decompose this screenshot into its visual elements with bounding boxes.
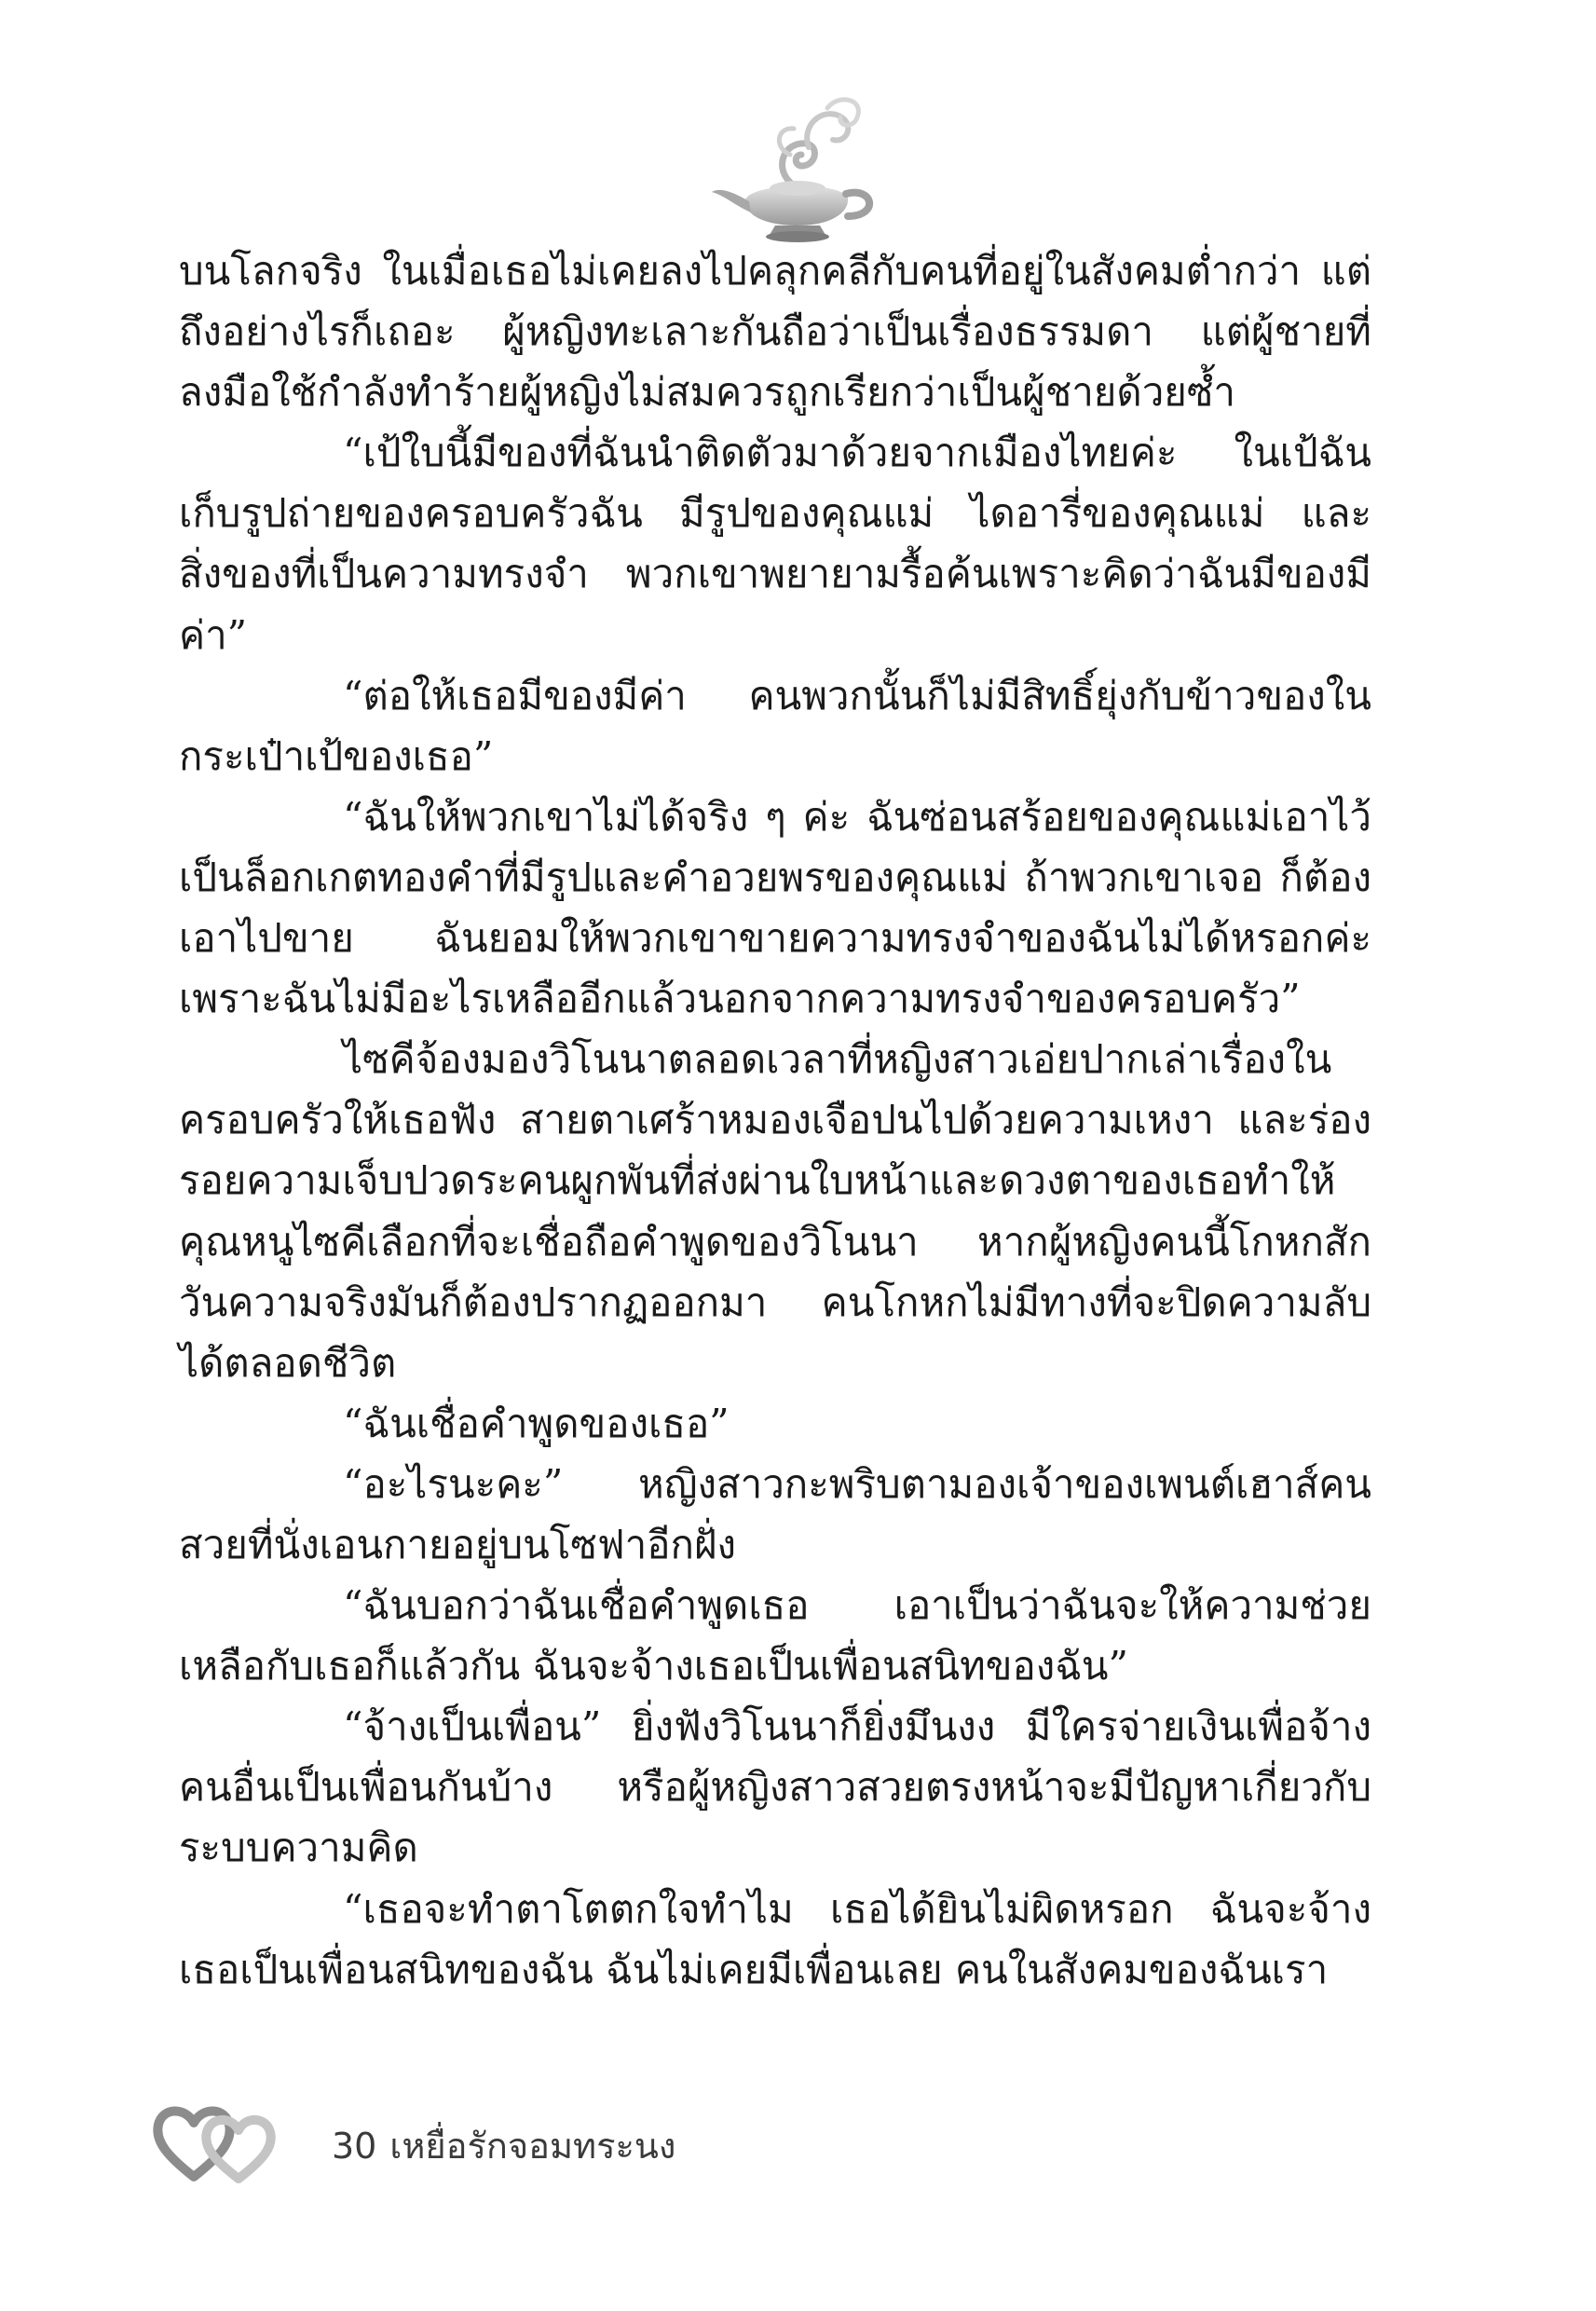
page-footer xyxy=(149,2095,801,2188)
page-number: 30 xyxy=(332,2126,377,2167)
double-heart-icon xyxy=(149,2095,289,2188)
paragraph: “เธอจะทำตาโตตกใจทำไม เธอได้ยินไม่ผิดหรอก ฉันจะจ้างเธอเป็นเพื่อนสนิทของฉัน ฉันไม่เคยมีเพื่อนเลย คนในสังคมของฉันเรา xyxy=(179,1885,1371,1992)
body-text xyxy=(179,240,1371,2000)
paragraph: ไซคีจ้องมองวิโนนาตลอดเวลาที่หญิงสาวเอ่ยปากเล่าเรื่องในครอบครัวให้เธอฟัง สายตาเศร้าหมองเจือปนไปด้วยความเหงา และร่องรอยความเจ็บปวดระคนผูกพันที่ส่งผ่านใบหน้าและดวงตาของเธอทำให้คุณหนูไซคีเลือกที่จะเชื่อถือคำพูดของวิโนนา หากผู้หญิงคนนี้โกหกสักวันความจริงมันก็ต้องปรากฏออกมา คนโกหกไม่มีทางที่จะปิดความลับได้ตลอดชีวิต xyxy=(179,1036,1371,1386)
paragraph: “ฉันให้พวกเขาไม่ได้จริง ๆ ค่ะ ฉันซ่อนสร้อยของคุณแม่เอาไว้เป็นล็อกเกตทองคำที่มีรูปและคำอวยพรของคุณแม่ ถ้าพวกเขาเจอ ก็ต้องเอาไปขาย ฉันยอมให้พวกเขาขายความทรงจำของฉันไม่ได้หรอกค่ะ เพราะฉันไม่มีอะไรเหลืออีกแล้วนอกจากความทรงจำของครอบครัว” xyxy=(179,793,1371,1022)
book-title: เหยื่อรักจอมทระนง xyxy=(389,2126,676,2167)
paragraph: “อะไรนะคะ” หญิงสาวกะพริบตามองเจ้าของเพนต์เฮาส์คนสวยที่นั่งเอนกายอยู่บนโซฟาอีกฝั่ง xyxy=(179,1460,1371,1567)
paragraph: “ฉันบอกว่าฉันเชื่อคำพูดเธอ เอาเป็นว่าฉันจะให้ความช่วยเหลือกับเธอก็แล้วกัน ฉันจะจ้างเธอเป็นเพื่อนสนิทของฉัน” xyxy=(179,1582,1371,1689)
footer-label xyxy=(332,2117,689,2174)
paragraph: “ต่อให้เธอมีของมีค่า คนพวกนั้นก็ไม่มีสิทธิ์ยุ่งกับข้าวของในกระเป๋าเป้ของเธอ” xyxy=(179,672,1371,779)
paragraph: “จ้างเป็นเพื่อน” ยิ่งฟังวิโนนาก็ยิ่งมึนงง มีใครจ่ายเงินเพื่อจ้างคนอื่นเป็นเพื่อนกันบ้าง หรือผู้หญิงสาวสวยตรงหน้าจะมีปัญหาเกี่ยวกับระบบความคิด xyxy=(179,1703,1371,1871)
paragraph: “เป้ใบนี้มีของที่ฉันนำติดตัวมาด้วยจากเมืองไทยค่ะ ในเป้ฉันเก็บรูปถ่ายของครอบครัวฉัน มีรูปของคุณแม่ ไดอารี่ของคุณแม่ และสิ่งของที่เป็นความทรงจำ พวกเขาพยายามรื้อค้นเพราะคิดว่าฉันมีของมีค่า” xyxy=(179,430,1371,658)
paragraph: บนโลกจริง ในเมื่อเธอไม่เคยลงไปคลุกคลีกับคนที่อยู่ในสังคมต่ำกว่า แต่ถึงอย่างไรก็เถอะ ผู้หญิงทะเลาะกันถือว่าเป็นเรื่องธรรมดา แต่ผู้ชายที่ลงมือใช้กำลังทำร้ายผู้หญิงไม่สมควรถูกเรียกว่าเป็นผู้ชายด้วยซ้ำ xyxy=(179,248,1371,416)
paragraph: “ฉันเชื่อคำพูดของเธอ” xyxy=(343,1400,730,1446)
genie-lamp-ornament-icon xyxy=(708,89,885,248)
